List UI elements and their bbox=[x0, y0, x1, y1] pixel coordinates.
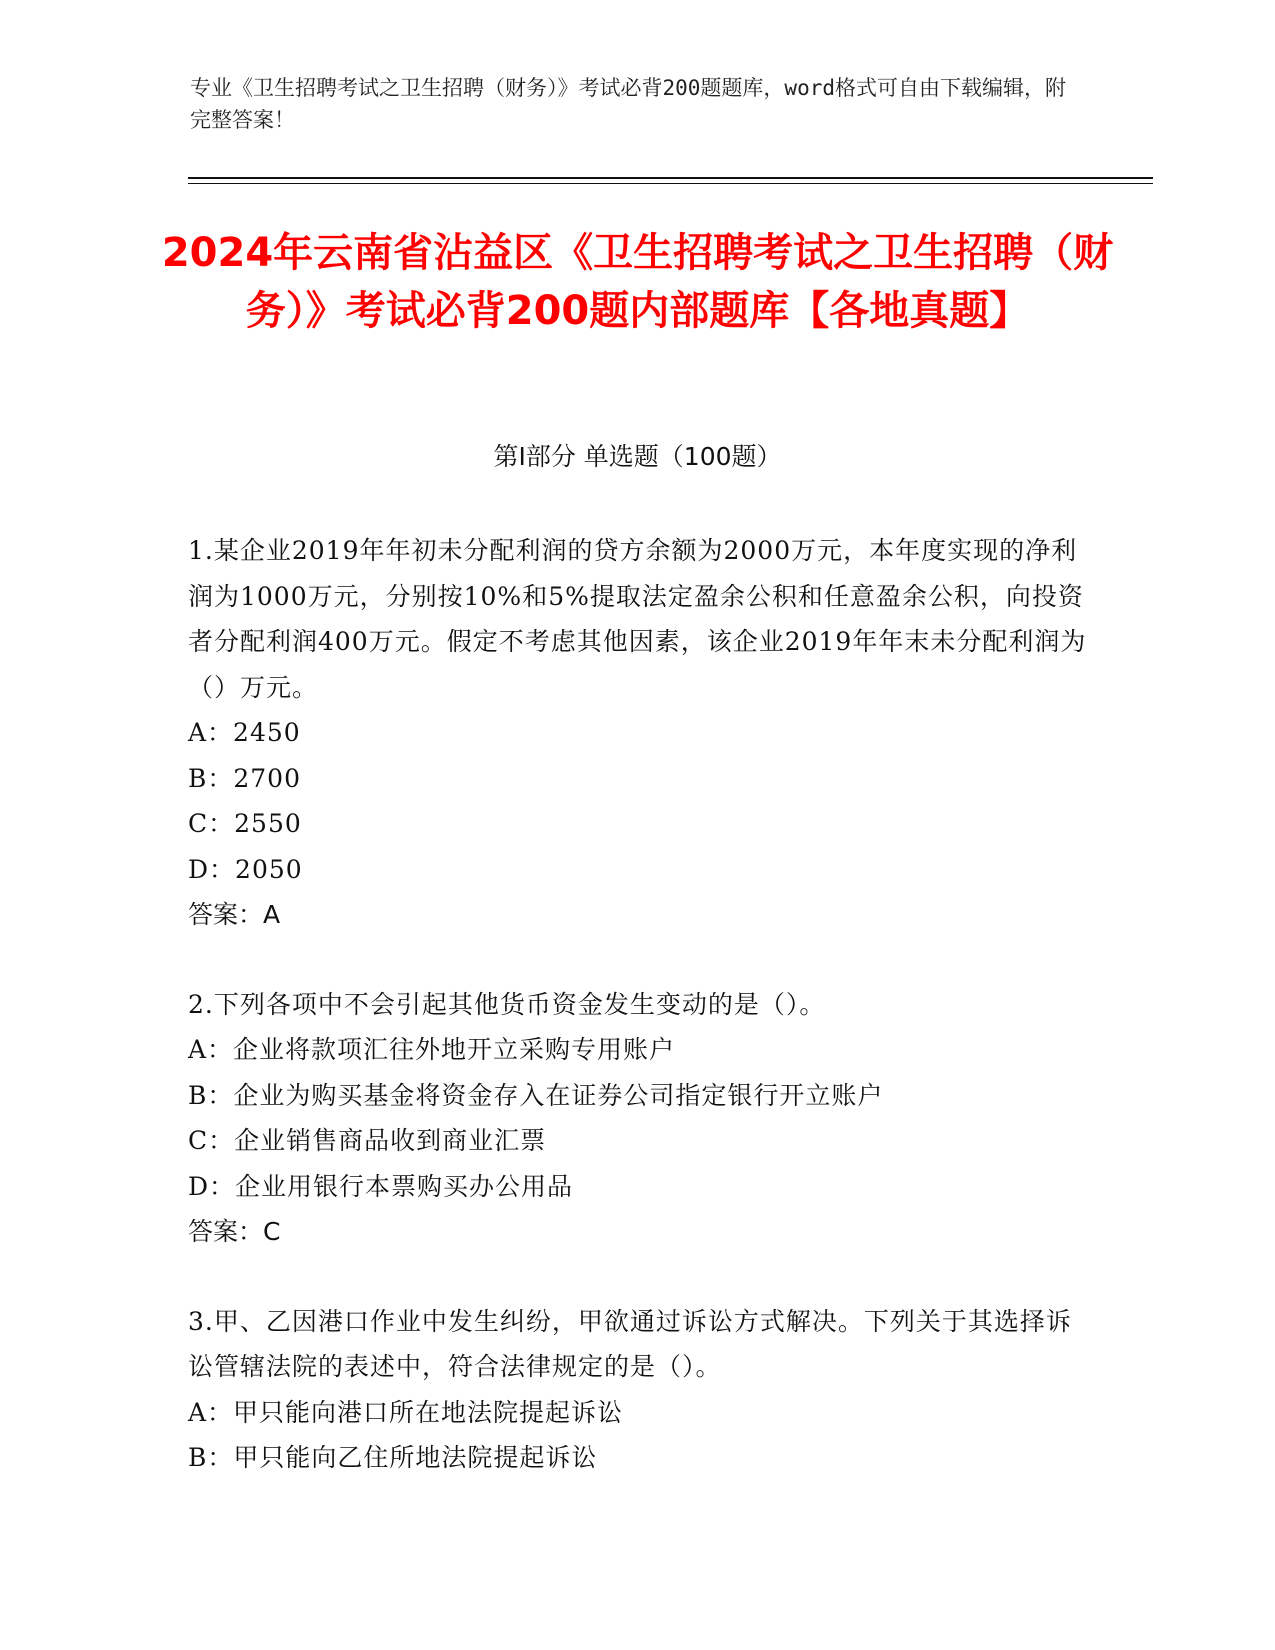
question-stem: 3.甲、乙因港口作业中发生纠纷，甲欲通过诉讼方式解决。下列关于其选择诉讼管辖法院的表述中，符合法律规定的是（）。 bbox=[188, 1306, 1072, 1381]
option-d: D：企业用银行本票购买办公用品 bbox=[188, 1171, 574, 1201]
question-list bbox=[188, 528, 1088, 1525]
header-divider-thin bbox=[188, 183, 1153, 184]
option-d: D：2050 bbox=[188, 854, 303, 884]
option-b: B：2700 bbox=[188, 763, 301, 793]
option-c: C：企业销售商品收到商业汇票 bbox=[188, 1126, 547, 1155]
option-c: C：2550 bbox=[188, 809, 302, 838]
option-b: B：企业为购买基金将资金存入在证券公司指定银行开立账户 bbox=[188, 1080, 884, 1110]
question-stem: 1.某企业2019年年初未分配利润的贷方余额为2000万元，本年度实现的净利润为1000万元，分别按10%和5%提取法定盈余公积和任意盈余公积，向投资者分配利润400万元。假定不考虑其他因素，该企业2019年年末未分配利润为（）万元。 bbox=[188, 536, 1087, 702]
option-a: A：企业将款项汇往外地开立采购专用账户 bbox=[188, 1035, 676, 1064]
answer-line: 答案：C bbox=[188, 1217, 281, 1246]
option-a: A：2450 bbox=[188, 718, 301, 747]
question-1 bbox=[188, 528, 1088, 938]
question-stem: 2.下列各项中不会引起其他货币资金发生变动的是（）。 bbox=[188, 989, 826, 1019]
document-title: 2024年云南省沾益区《卫生招聘考试之卫生招聘（财务）》考试必背200题内部题库【各地真题】 bbox=[161, 230, 1114, 334]
header-note: 专业《卫生招聘考试之卫生招聘（财务）》考试必背200题题库，word格式可自由下载编辑，附完整答案！ bbox=[190, 76, 1066, 132]
option-a: A：甲只能向港口所在地法院提起诉讼 bbox=[188, 1397, 624, 1427]
answer-line: 答案：A bbox=[188, 900, 281, 929]
question-2 bbox=[188, 982, 1088, 1255]
question-3 bbox=[188, 1299, 1088, 1481]
header-divider-thick bbox=[188, 177, 1153, 179]
section-heading: 第I部分 单选题（100题） bbox=[493, 442, 782, 471]
option-b: B：甲只能向乙住所地法院提起诉讼 bbox=[188, 1443, 598, 1472]
